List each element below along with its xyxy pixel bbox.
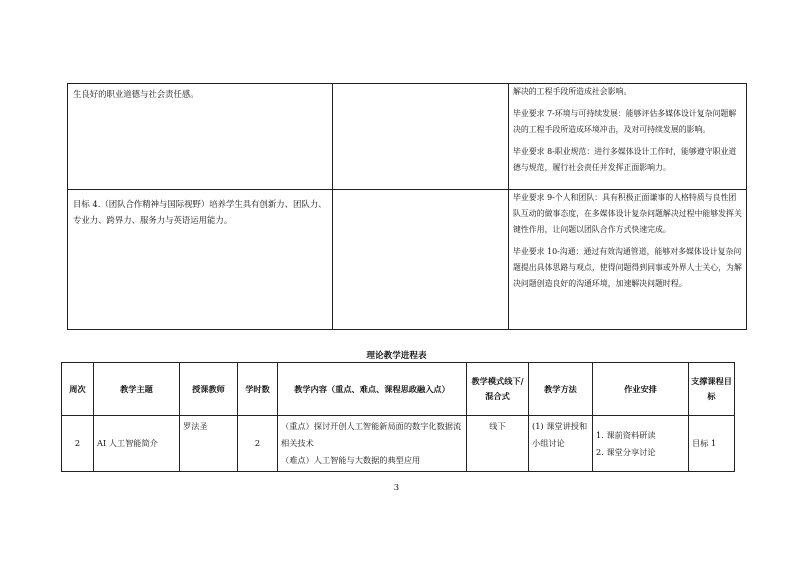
schedule-caption: 理论教学进程表 [366, 351, 427, 361]
table-row [68, 84, 747, 190]
method-cell: (1) 课堂讲授和小组讨论 [529, 416, 593, 472]
empty-cell [333, 84, 509, 190]
objective-cell [68, 84, 333, 190]
empty-cell [333, 190, 509, 330]
content-difficulty: （难点）人工智能与大数据的典型应用 [281, 455, 421, 465]
objective-cell [68, 190, 333, 330]
teacher-cell: 罗法圣 [180, 416, 238, 472]
topic-cell: AI 人工智能简介 [94, 416, 180, 472]
page-number: 3 [393, 483, 400, 493]
column-header-content: 教学内容（重点、难点、课程思政融入点） [278, 363, 467, 416]
homework-item: 1. 课前资料研读 [596, 429, 656, 440]
column-header-hours: 学时数 [238, 363, 278, 416]
table-row [68, 190, 747, 330]
week-cell: 2 [62, 416, 94, 472]
homework-item: 2. 课堂分享讨论 [596, 446, 656, 457]
column-header-homework: 作业安排 [593, 363, 689, 416]
content-key-point: （重点）探讨开创人工智能新局面的数字化数据流相关技术 [281, 421, 462, 448]
requirement-text: 毕业要求 7-环境与可持续发展：能够评估多媒体设计复杂问题解决的工程手段所造成环境冲击，及对可持续发展的影响。 [513, 109, 737, 134]
column-header-week: 周次 [62, 363, 94, 416]
requirement-text: 毕业要求 9-个人和团队：具有积极正面谦事的人格特质与良性团队互动的做事态度，在多媒体设计复杂问题解决过程中能够发挥关键性作用，让问题以团队合作方式快速完成。 [513, 193, 742, 234]
objective-text: 生良好的职业道德与社会责任感。 [73, 89, 199, 99]
requirement-text: 解决的工程手段所造成社会影响。 [513, 87, 632, 96]
requirements-cell [509, 84, 747, 190]
requirements-cell [509, 190, 747, 330]
column-header-mode: 教学模式线下/混合式 [467, 363, 529, 416]
requirement-text: 毕业要求 10-沟通：通过有效沟通管道，能够对多媒体设计复杂问题提出具体思路与观点，使得问题得到同事或外界人士关心，为解决问题创造良好的沟通环境，加速解决问题时程。 [513, 247, 742, 288]
content-cell [278, 416, 467, 472]
hours-cell: 2 [238, 416, 278, 472]
objective-text: 目标 4.（团队合作精神与国际视野）培养学生具有创新力、团队力、专业力、跨界力、服务力与英语运用能力。 [73, 199, 327, 225]
column-header-method: 教学方法 [529, 363, 593, 416]
requirement-text: 毕业要求 8-职业规范：进行多媒体设计工作时，能够遵守职业道德与规范，履行社会责任并发挥正面影响力。 [513, 147, 737, 172]
column-header-teacher: 授课教师 [180, 363, 238, 416]
header-row [62, 363, 735, 416]
column-header-support: 支撑课程目标 [689, 363, 735, 416]
objectives-table [67, 83, 747, 330]
support-cell: 目标 1 [689, 416, 735, 472]
column-header-topic: 教学主题 [94, 363, 180, 416]
table-row [62, 416, 735, 472]
homework-cell [593, 416, 689, 472]
schedule-table [61, 362, 735, 472]
mode-cell: 线下 [467, 416, 529, 472]
